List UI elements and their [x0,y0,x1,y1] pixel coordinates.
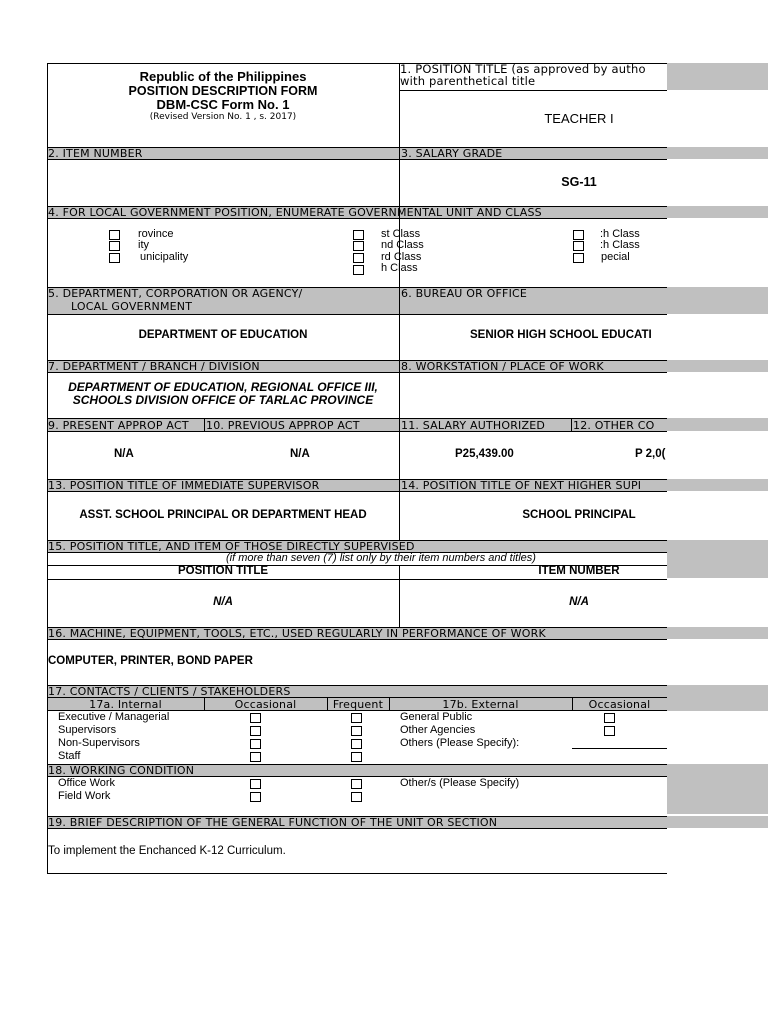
previous-approp-value[interactable]: N/A [290,448,310,460]
section-bar-2-3-ext [667,147,768,159]
section-bar-18-ext [667,776,768,814]
position-title-value[interactable]: TEACHER I [544,111,614,126]
bureau-label: 6. BUREAU OR OFFICE [401,287,528,300]
condition-others-specify: Other/s (Please Specify) [400,777,520,789]
external-occasional-header: Occasional [588,698,651,711]
checkbox-4th-class[interactable] [353,265,364,275]
salary-grade-label: 3. SALARY GRADE [401,147,503,160]
branch-label: 7. DEPARTMENT / BRANCH / DIVISION [48,360,260,373]
contact-general-public: General Public [400,711,473,723]
unit-function-value[interactable]: To implement the Enchanced K-12 Curriculum. [48,845,286,857]
header-form-number: DBM-CSC Form No. 1 [156,97,290,112]
checkbox-2nd-class[interactable] [353,241,364,251]
supervised-position-value[interactable]: N/A [213,596,233,608]
external-contacts-header: 17b. External [442,698,519,711]
position-title-column-header: POSITION TITLE [177,565,269,577]
checkbox-3rd-class[interactable] [353,253,364,263]
checkbox-nonsupervisors-frequent[interactable] [351,739,362,749]
supervised-item-value[interactable]: N/A [569,596,589,608]
branch-value-line2: SCHOOLS DIVISION OFFICE OF TARLAC PROVINCE [72,393,374,407]
class-option-6th: :h Class [600,239,640,251]
bureau-value[interactable]: SENIOR HIGH SCHOOL EDUCATI [470,329,652,341]
checkbox-field-work-frequent[interactable] [351,792,362,802]
class-option-2nd: nd Class [381,239,424,251]
position-title-sublabel: with parenthetical title [400,74,536,88]
class-option-3rd: rd Class [381,251,422,263]
salary-authorized-value[interactable]: P25,439.00 [455,448,514,460]
internal-contacts-header: 17a. Internal [89,698,162,711]
checkbox-office-work-frequent[interactable] [351,779,362,789]
previous-approp-label: 10. PREVIOUS APPROP ACT [206,419,360,432]
checkbox-1st-class[interactable] [353,230,364,240]
checkbox-6th-class[interactable] [573,241,584,251]
checkbox-nonsupervisors-occasional[interactable] [250,739,261,749]
item-number-column-header: ITEM NUMBER [538,565,620,577]
salary-grade-value[interactable]: SG-11 [561,175,597,189]
class-option-4th: h Class [381,262,418,274]
branch-value-line1: DEPARTMENT OF EDUCATION, REGIONAL OFFICE III, [68,380,378,394]
directly-supervised-note: (if more than seven (7) list only by their item numbers and titles) [226,552,536,564]
header-republic: Republic of the Philippines [139,69,307,84]
salary-authorized-label: 11. SALARY AUTHORIZED [401,419,546,432]
lgu-option-province: rovince [138,228,174,240]
checkbox-executive-frequent[interactable] [351,713,362,723]
workstation-label: 8. WORKSTATION / PLACE OF WORK [401,360,604,373]
department-label: 5. DEPARTMENT, CORPORATION OR AGENCY/ [48,287,303,300]
checkbox-province[interactable] [109,230,120,240]
next-higher-supervisor-label: 14. POSITION TITLE OF NEXT HIGHER SUPI [401,479,642,491]
checkbox-5th-class[interactable] [573,230,584,240]
checkbox-office-work-occasional[interactable] [250,779,261,789]
checkbox-supervisors-occasional[interactable] [250,726,261,736]
class-option-special: pecial [601,251,630,263]
checkbox-staff-occasional[interactable] [250,752,261,762]
department-sublabel: LOCAL GOVERNMENT [71,300,193,313]
internal-occasional-header: Occasional [234,698,297,711]
present-approp-label: 9. PRESENT APPROP ACT [48,419,189,432]
checkbox-field-work-occasional[interactable] [250,792,261,802]
contact-supervisors: Supervisors [58,724,117,736]
lgu-class-label: 4. FOR LOCAL GOVERNMENT POSITION, ENUMERATE GOVERNMENTAL UNIT AND CLASS [48,206,542,219]
others-specify-field[interactable] [572,735,667,748]
checkbox-city[interactable] [109,241,120,251]
branch-value[interactable] [47,381,399,407]
unit-function-label: 19. BRIEF DESCRIPTION OF THE GENERAL FUNCTION OF THE UNIT OR SECTION [48,816,498,829]
contacts-label: 17. CONTACTS / CLIENTS / STAKEHOLDERS [48,685,291,698]
contact-non-supervisors: Non-Supervisors [58,737,140,749]
internal-frequent-header: Frequent [332,698,384,711]
checkbox-staff-frequent[interactable] [351,752,362,762]
header-form-title: POSITION DESCRIPTION FORM [128,84,318,98]
immediate-supervisor-value[interactable]: ASST. SCHOOL PRINCIPAL OR DEPARTMENT HEAD [79,509,367,521]
working-condition-label: 18. WORKING CONDITION [48,764,195,777]
checkbox-supervisors-frequent[interactable] [351,726,362,736]
contact-executive: Executive / Managerial [58,711,170,723]
lgu-option-municipality: unicipality [140,251,189,263]
equipment-label: 16. MACHINE, EQUIPMENT, TOOLS, ETC., USED REGULARLY IN PERFORMANCE OF WORK [48,627,546,640]
lgu-option-city: ity [138,239,149,251]
contact-others-specify: Others (Please Specify): [400,737,520,749]
immediate-supervisor-label: 13. POSITION TITLE OF IMMEDIATE SUPERVISOR [48,479,320,492]
other-compensation-label: 12. OTHER CO [573,419,655,431]
checkbox-special[interactable] [573,253,584,263]
directly-supervised-label: 15. POSITION TITLE, AND ITEM OF THOSE DIRECTLY SUPERVISED [48,540,415,553]
position-title-label: 1. POSITION TITLE (as approved by autho [400,62,646,76]
checkbox-executive-occasional[interactable] [250,713,261,723]
condition-field-work: Field Work [58,790,111,802]
checkbox-municipality[interactable] [109,253,120,263]
checkbox-general-public-occasional[interactable] [604,713,615,723]
contact-staff: Staff [58,750,81,762]
department-value[interactable]: DEPARTMENT OF EDUCATION [138,329,308,341]
equipment-value[interactable]: COMPUTER, PRINTER, BOND PAPER [48,655,253,667]
class-option-1st: st Class [381,228,421,240]
condition-office-work: Office Work [58,777,116,789]
next-higher-supervisor-value[interactable]: SCHOOL PRINCIPAL [522,509,636,521]
form-header [47,70,399,123]
header-revision: (Revised Version No. 1 , s. 2017) [149,112,297,122]
header-bar-right [667,63,768,90]
contact-other-agencies: Other Agencies [400,724,476,736]
class-option-5th: :h Class [600,228,640,240]
present-approp-value[interactable]: N/A [114,448,134,460]
item-number-label: 2. ITEM NUMBER [48,147,143,160]
other-compensation-value[interactable]: P 2,0( [635,448,666,460]
